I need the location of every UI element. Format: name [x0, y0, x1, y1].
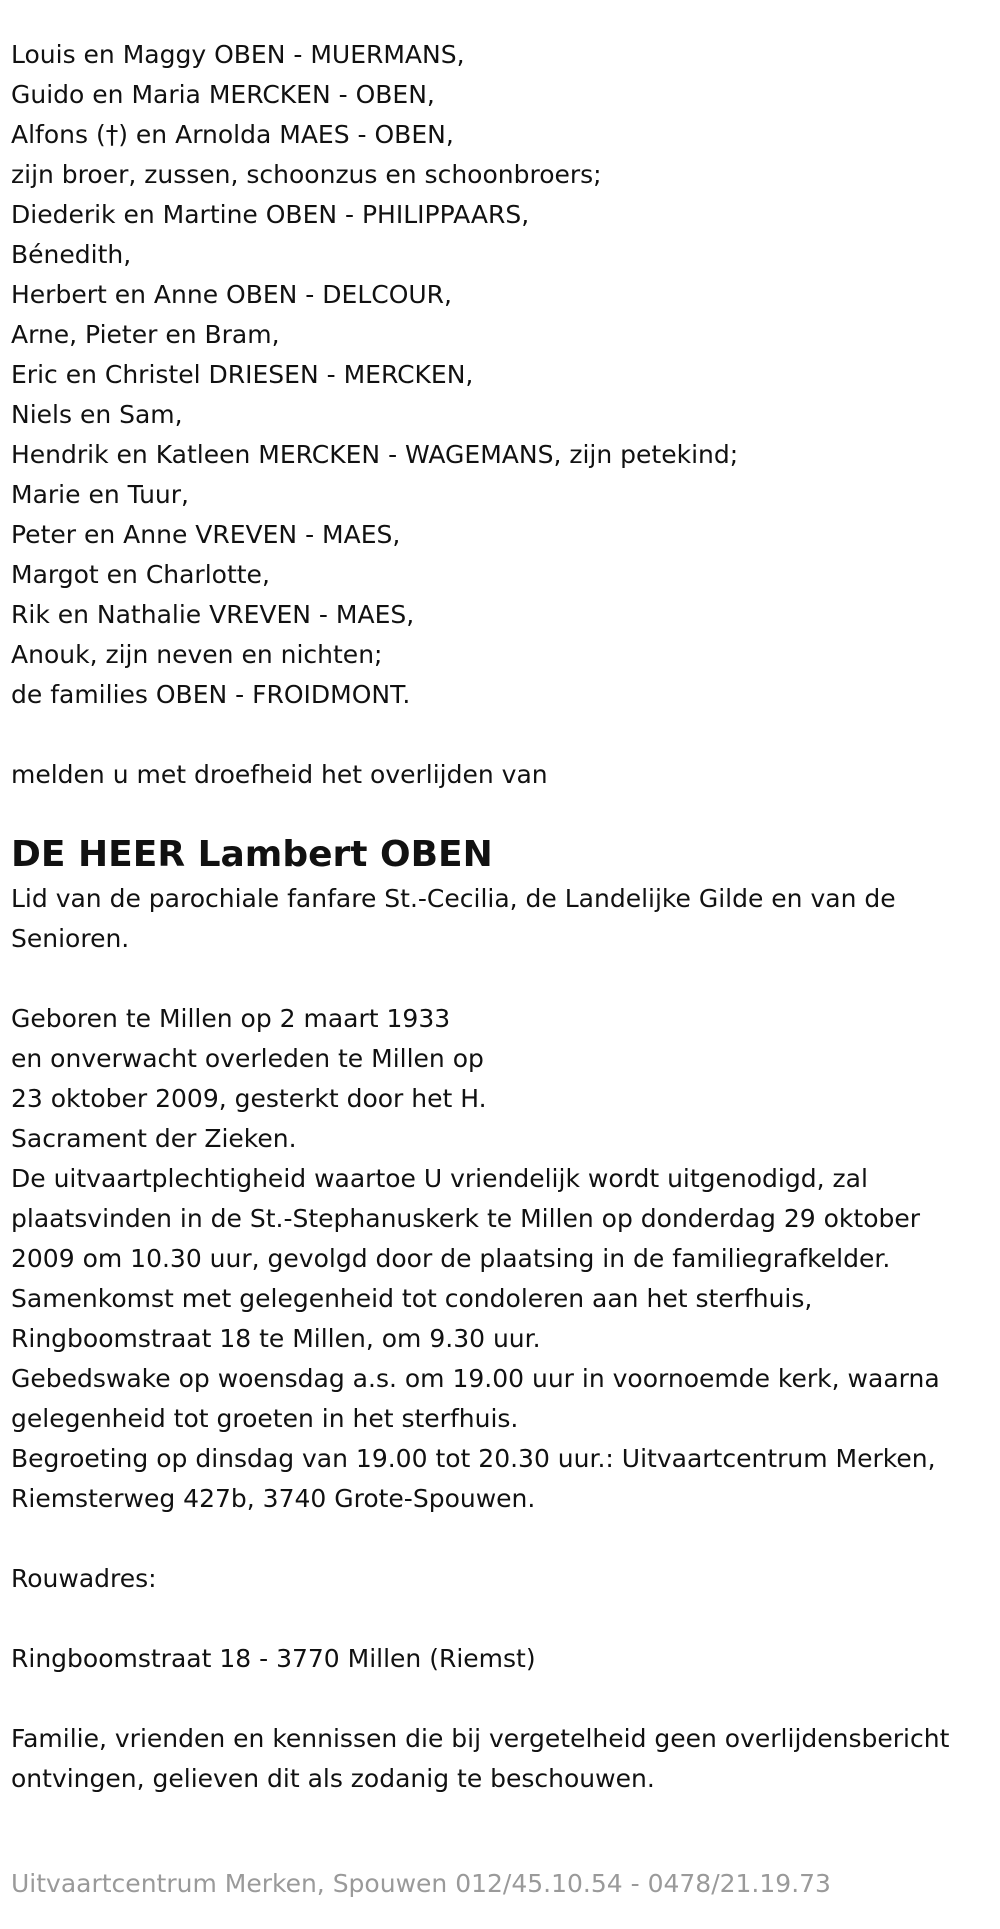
closing-note: Familie, vrienden en kennissen die bij vergetelheid geen overlijdensbericht ontvingen, gelieven dit als zodanig te beschouwen.: [11, 1724, 950, 1793]
family-line: zijn broer, zussen, schoonzus en schoonbroers;: [11, 160, 602, 189]
spacer: [11, 1679, 991, 1719]
family-line: Alfons (†) en Arnolda MAES - OBEN,: [11, 120, 454, 149]
spacer: [11, 1799, 991, 1839]
birth-death-line: en onverwacht overleden te Millen op: [11, 1044, 484, 1073]
family-line: Niels en Sam,: [11, 400, 183, 429]
spacer: [11, 959, 991, 999]
family-line: Peter en Anne VREVEN - MAES,: [11, 520, 401, 549]
family-line: Bénedith,: [11, 240, 132, 269]
birth-death-line: 23 oktober 2009, gesterkt door het H.: [11, 1084, 487, 1113]
family-list: [11, 35, 991, 715]
family-line: de families OBEN - FROIDMONT.: [11, 680, 411, 709]
spacer: [11, 715, 991, 755]
mourning-address-label: Rouwadres:: [11, 1564, 157, 1593]
birth-death-block: [11, 999, 991, 1159]
vigil-info: Gebedswake op woensdag a.s. om 19.00 uur in voornoemde kerk, waarna gelegenheid tot groeten in het sterfhuis.: [11, 1364, 940, 1433]
family-line: Rik en Nathalie VREVEN - MAES,: [11, 600, 415, 629]
family-line: Herbert en Anne OBEN - DELCOUR,: [11, 280, 452, 309]
family-line: Anouk, zijn neven en nichten;: [11, 640, 383, 669]
family-line: Marie en Tuur,: [11, 480, 190, 509]
announcement-text: melden u met droefheid het overlijden van: [11, 760, 548, 789]
birth-death-line: Sacrament der Zieken.: [11, 1124, 297, 1153]
funeral-info: De uitvaartplechtigheid waartoe U vriendelijk wordt uitgenodigd, zal plaatsvinden in de St.-Stephanuskerk te Millen op donderdag 29 oktober 2009 om 10.30 uur, gevolgd door de plaatsing in de familiegrafkelder.: [11, 1164, 921, 1273]
funeral-home-footer: Uitvaartcentrum Merken, Spouwen 012/45.10.54 - 0478/21.19.73: [11, 1869, 831, 1898]
family-line: Margot en Charlotte,: [11, 560, 270, 589]
mourning-address: Ringboomstraat 18 - 3770 Millen (Riemst): [11, 1644, 536, 1673]
family-line: Louis en Maggy OBEN - MUERMANS,: [11, 40, 465, 69]
spacer: [11, 1519, 991, 1559]
birth-death-line: Geboren te Millen op 2 maart 1933: [11, 1004, 451, 1033]
deceased-name: DE HEER Lambert OBEN: [11, 834, 493, 875]
obituary-notice: [11, 35, 991, 1929]
family-line: Hendrik en Katleen MERCKEN - WAGEMANS, zijn petekind;: [11, 440, 739, 469]
greeting-info: Begroeting op dinsdag van 19.00 tot 20.30 uur.: Uitvaartcentrum Merken, Riemsterweg 427b, 3740 Grote-Spouwen.: [11, 1444, 936, 1513]
family-line: Diederik en Martine OBEN - PHILIPPAARS,: [11, 200, 530, 229]
family-line: Eric en Christel DRIESEN - MERCKEN,: [11, 360, 474, 389]
spacer: [11, 1599, 991, 1639]
memberships-text: Lid van de parochiale fanfare St.-Cecilia, de Landelijke Gilde en van de Senioren.: [11, 884, 896, 953]
gathering-info: Samenkomst met gelegenheid tot condoleren aan het sterfhuis, Ringboomstraat 18 te Millen, om 9.30 uur.: [11, 1284, 813, 1353]
family-line: Arne, Pieter en Bram,: [11, 320, 280, 349]
spacer: [11, 795, 991, 827]
family-line: Guido en Maria MERCKEN - OBEN,: [11, 80, 435, 109]
